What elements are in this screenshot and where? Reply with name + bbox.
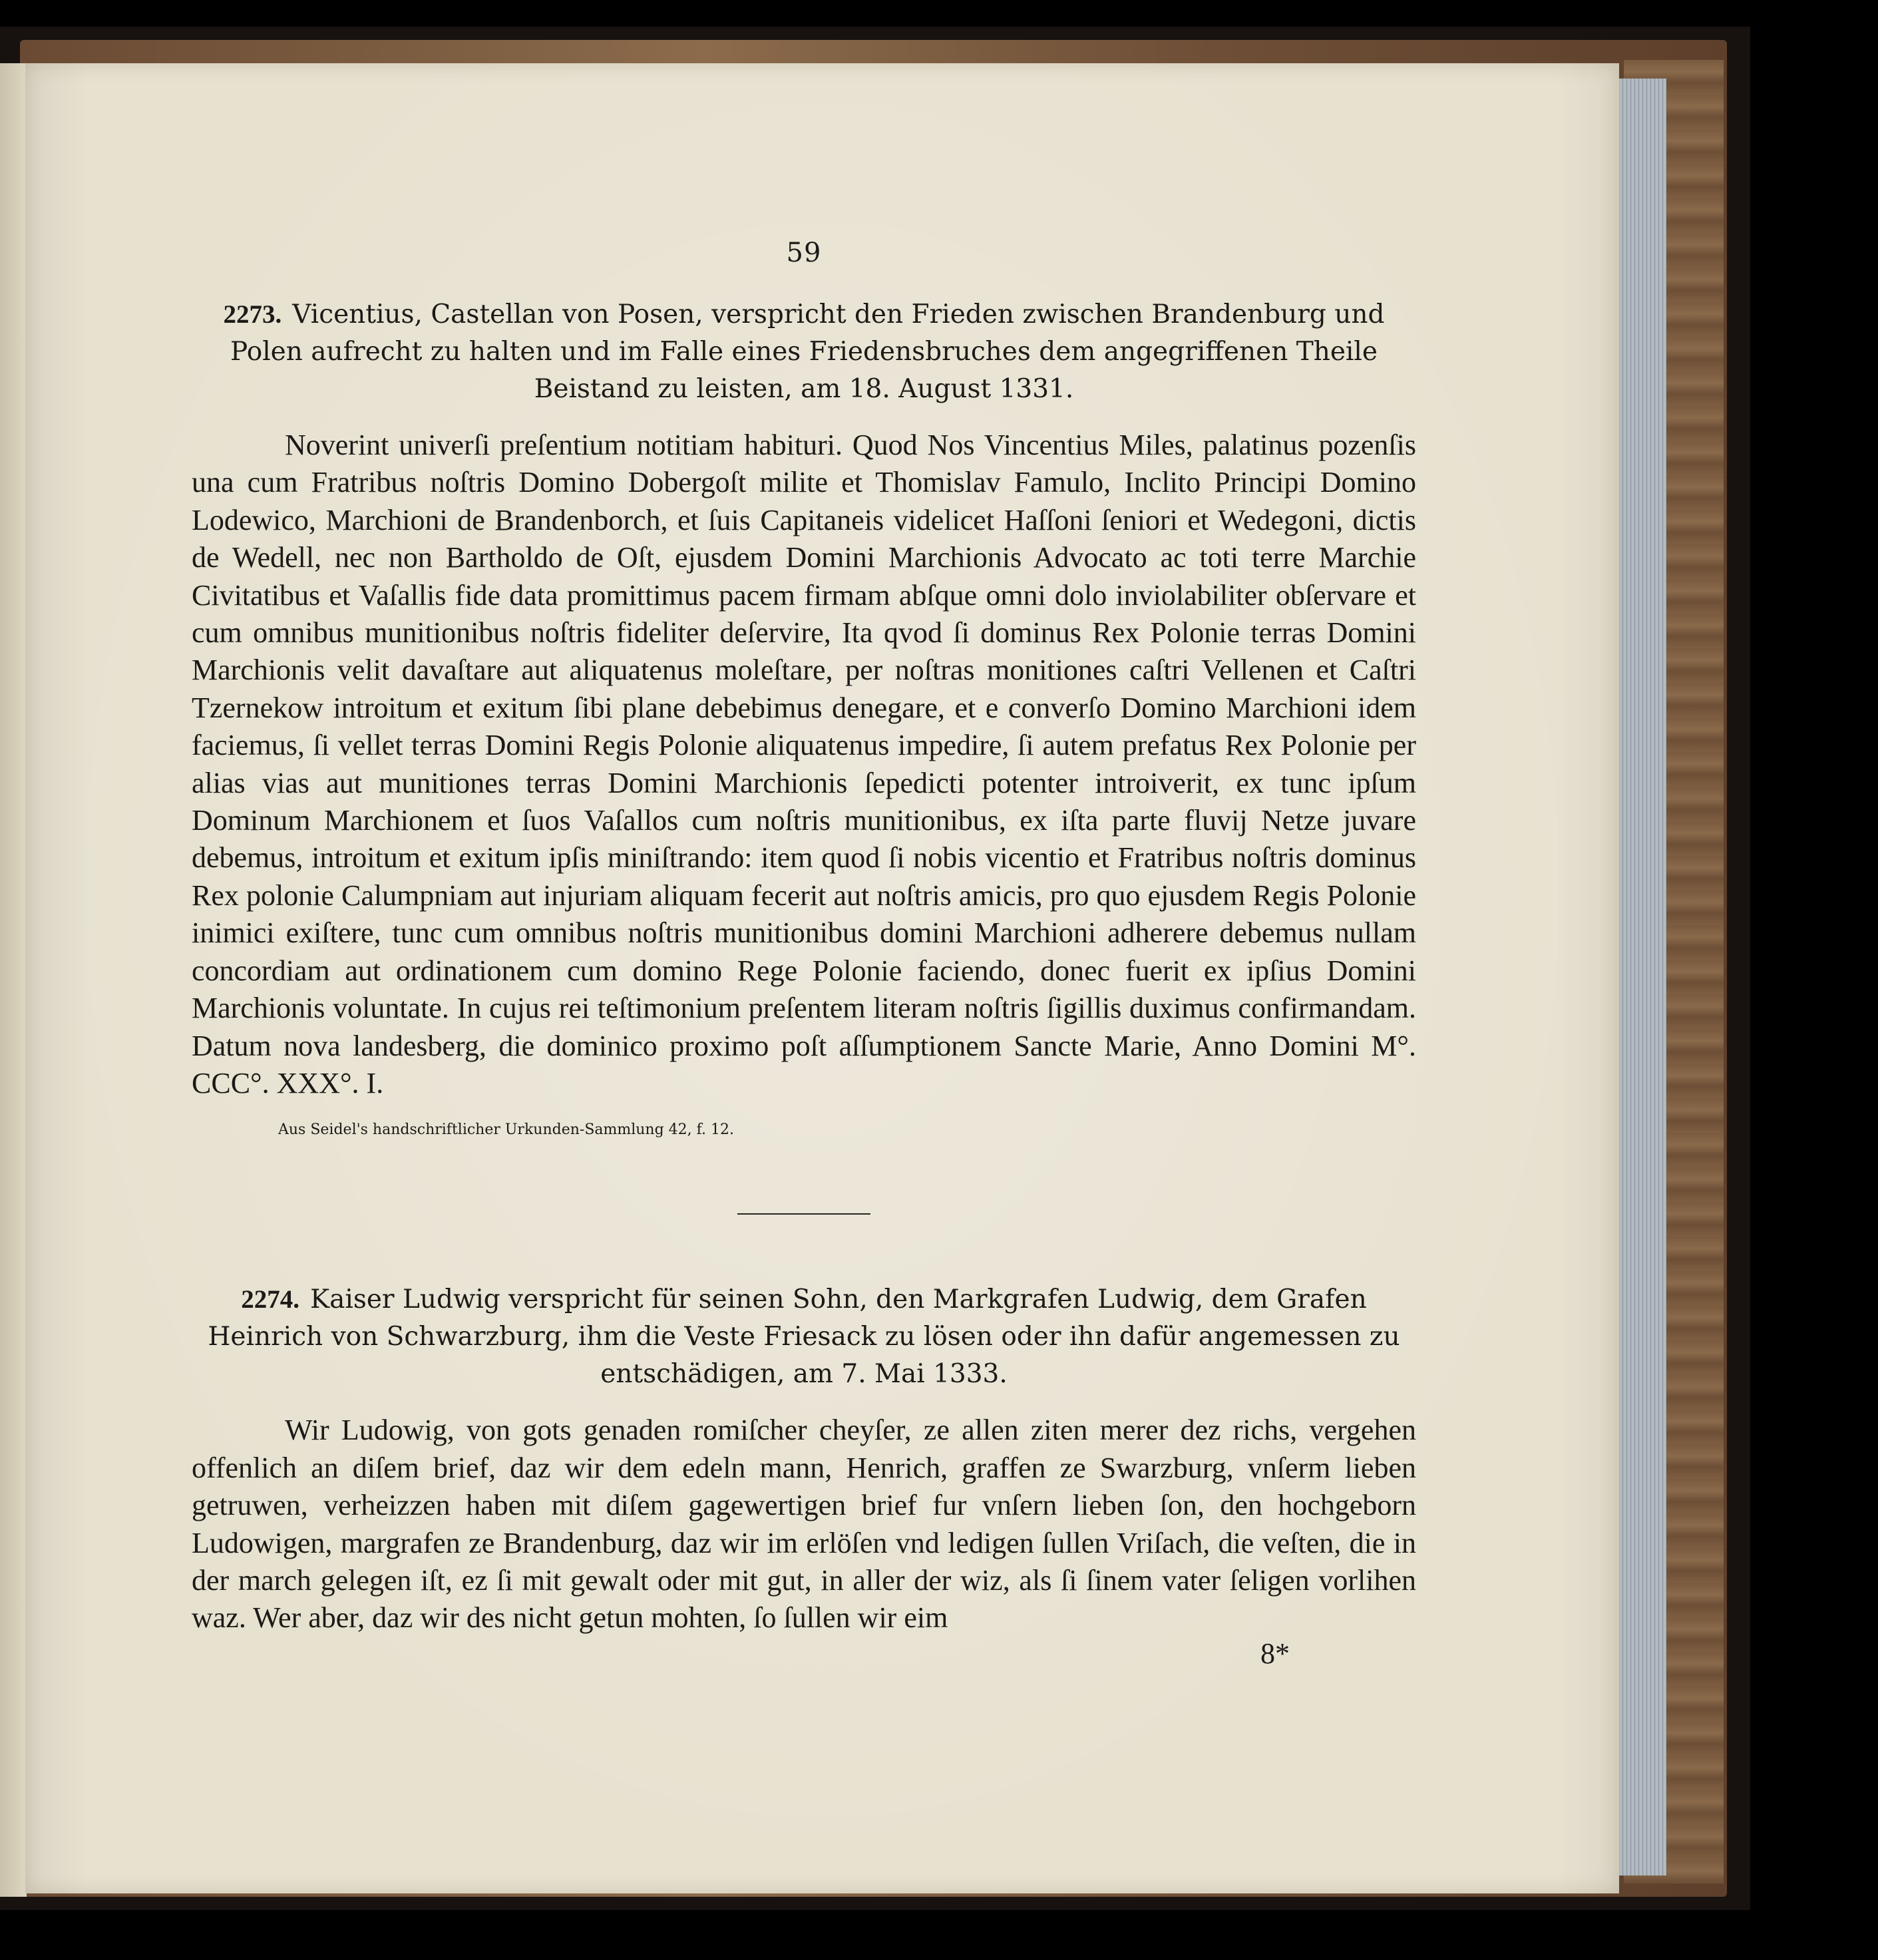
facing-page-edge [0, 63, 27, 1897]
document-title-2273: Vicentius, Castellan von Posen, verspricht den Frieden zwischen Brandenburg und Polen aufrecht zu halten und im Falle eines Friedensbruches dem angegriffenen Theile Beistand zu leisten, am 18. August 1331. [230, 299, 1385, 404]
document-heading-2274 [192, 1281, 1416, 1393]
document-heading-2273 [192, 296, 1416, 408]
section-spacer [192, 1215, 1416, 1281]
document-text-2274: Wir Ludowig, von gots genaden romiſcher cheyſer, ze allen ziten merer dez richs, vergehen offenlich an diſem brief, daz wir dem edeln mann, Henrich, graffen ze Swarzburg, vnſerm lieben getruwen, verheizzen haben mit diſem gagewertigen brief fur vnſern lieben ſon, den hochgeborn Ludowigen, margrafen ze Brandenburg, daz wir im erlöſen vnd ledigen ſullen Vriſach, die veſten, die in der march gelegen iſt, ez ſi mit gewalt oder mit gut, in aller der wiz, als ſi ſinem vater ſeligen vorlihen waz. Wer aber, daz wir des nicht getun mohten, ſo ſullen wir eim [192, 1414, 1416, 1635]
signature-mark: 8* [1260, 1637, 1290, 1670]
document-text-2273: Noverint univerſi preſentium notitiam habituri. Quod Nos Vincentius Miles, palatinus pozenſis una cum Fratribus noſtris Domino Dobergoſt milite et Thomislav Famulo, Inclito Principi Domino Lodewico, Marchioni de Brandenborch, et ſuis Capitaneis videlicet Haſſoni ſeniori et Wedegoni, dictis de Wedell, nec non Bartholdo de Oſt, ejusdem Domini Marchionis Advocato ac toti terre Marchie Civitatibus et Vaſallis fide data promittimus pacem firmam abſque omni dolo inviolabiliter obſervare et cum omnibus munitionibus noſtris fideliter deſervire, Ita qvod ſi dominus Rex Polonie terras Domini Marchionis velit davaſtare aut aliquatenus moleſtare, per noſtras monitiones caſtri Vellenen et Caſtri Tzernekow introitum et exitum ſibi plane debebimus denegare, et e converſo Domino Marchioni idem faciemus, ſi vellet terras Domini Regis Polonie aliquatenus impedire, ſi autem prefatus Rex Polonie per alias vias aut munitiones terras Domini Marchionis ſepedicti potenter introiverit, ex tunc ipſum Dominum Marchionem et ſuos Vaſallos cum noſtris munitionibus, ex iſta parte fluvij Netze juvare debemus, introitum et exitum ipſis miniſtrando: item quod ſi nobis vicentio et Fratribus noſtris dominus Rex polonie Calumpniam aut injuriam aliquam fecerit aut noſtris amicis, pro quo ejusdem Regis Polonie inimici exiſtere, tunc cum omnibus noſtris munitionibus domini Marchioni adherere debemus nullam concordiam aut ordinationem cum domino Rege Polonie faciendo, donec fuerit ex ipſius Domini Marchionis voluntate. In cujus rei teſtimonium preſentem literam noſtris ſigillis duximus confirmandam. Datum nova landesberg, die dominico proximo poſt aſſumptionem Sancte Marie, Anno Domini M°. CCC°. XXX°. I. [192, 429, 1416, 1099]
book-page [25, 63, 1619, 1893]
document-number-2273: 2273. [223, 300, 282, 329]
page-number: 59 [786, 238, 822, 268]
source-note-2273: Aus Seidel's handschriftlicher Urkunden-Sammlung 42, f. 12. [278, 1121, 734, 1139]
page-content [192, 230, 1416, 1670]
document-title-2274: Kaiser Ludwig verspricht für seinen Sohn, den Markgrafen Ludwig, dem Grafen Heinrich von Schwarzburg, ihm die Veste Friesack zu lösen oder ihn dafür angemessen zu entschädigen, am 7. Mai 1333. [208, 1284, 1400, 1390]
document-number-2274: 2274. [241, 1285, 299, 1314]
